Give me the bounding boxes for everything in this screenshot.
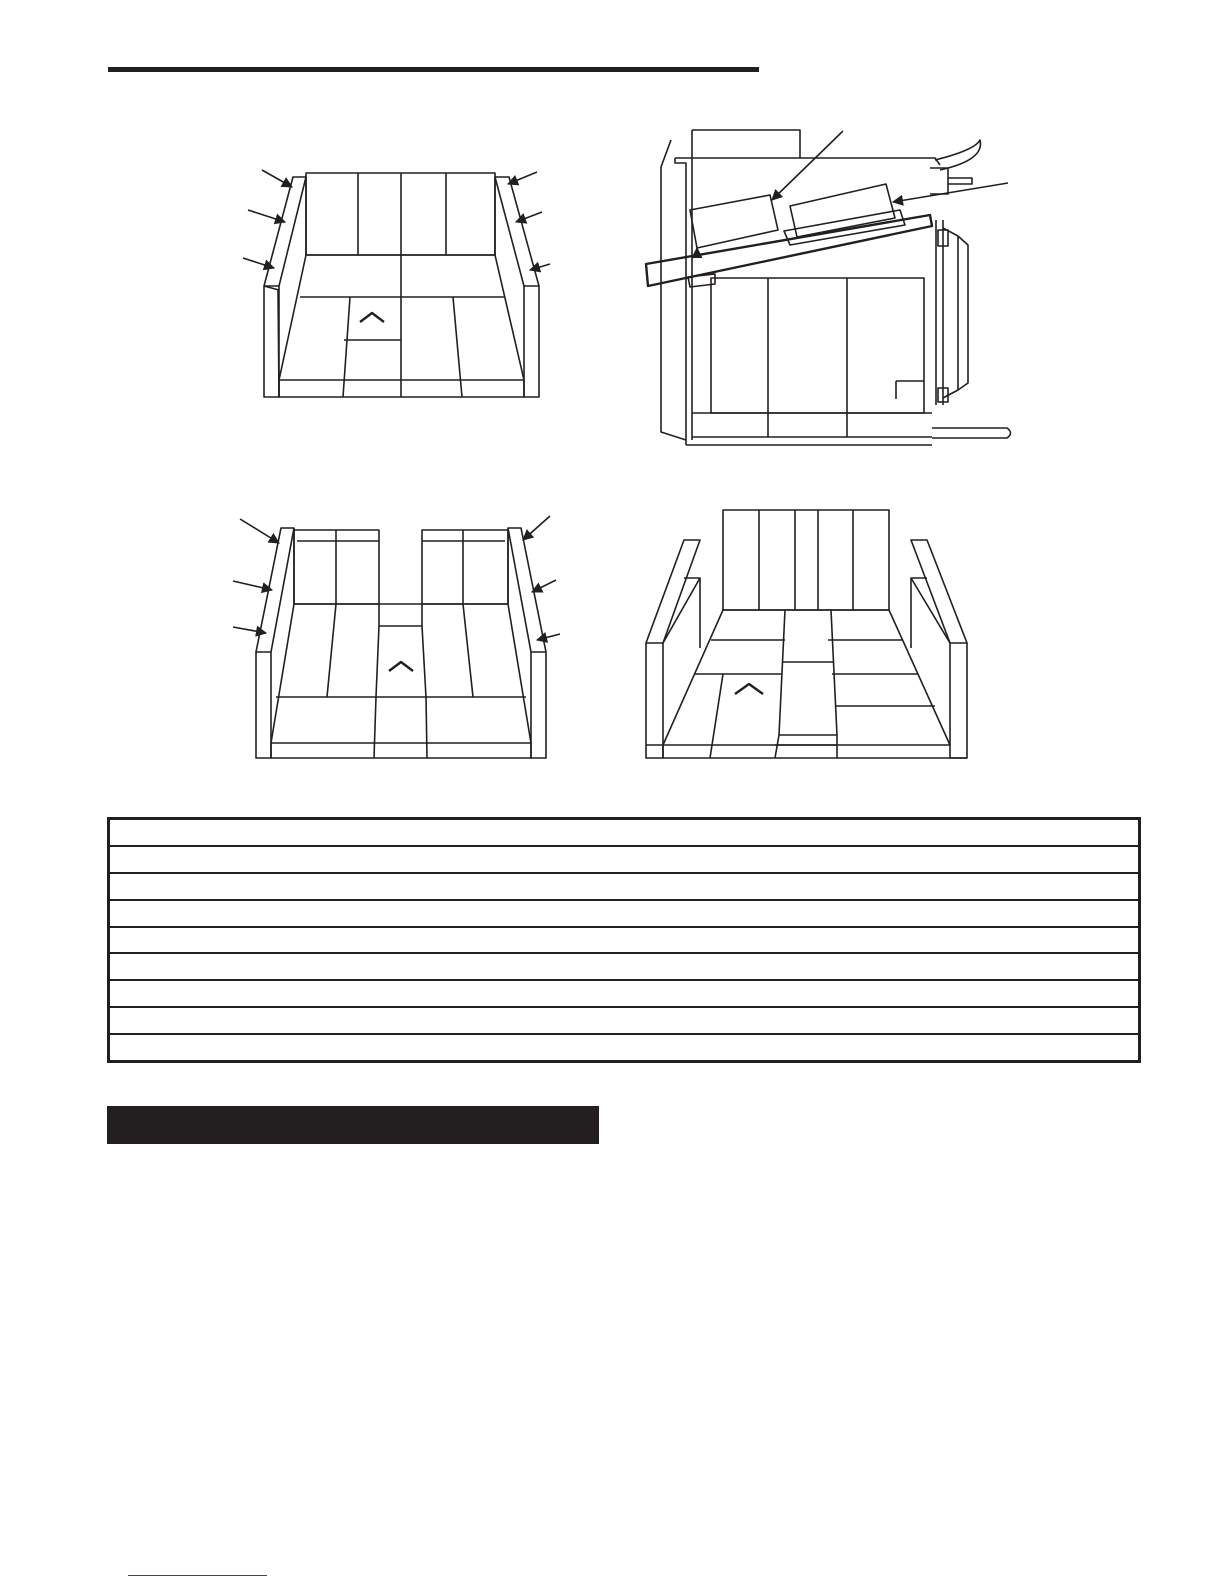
table-row [110, 1035, 1138, 1060]
table-row [110, 874, 1138, 901]
section-heading-bar [107, 1106, 599, 1144]
table-row [110, 820, 1138, 847]
table-row [110, 928, 1138, 955]
table-row [110, 1008, 1138, 1035]
footer-link-underline[interactable] [128, 1575, 267, 1576]
table-row [110, 981, 1138, 1008]
parts-table [107, 817, 1141, 1063]
table-row [110, 847, 1138, 874]
table-row [110, 901, 1138, 928]
side-section-view-baffle [646, 130, 1011, 445]
table-row [110, 954, 1138, 981]
firebox-brick-layout-c [646, 510, 967, 758]
firebox-brick-layout-a [243, 170, 550, 397]
firebox-brick-layout-b [233, 516, 560, 758]
